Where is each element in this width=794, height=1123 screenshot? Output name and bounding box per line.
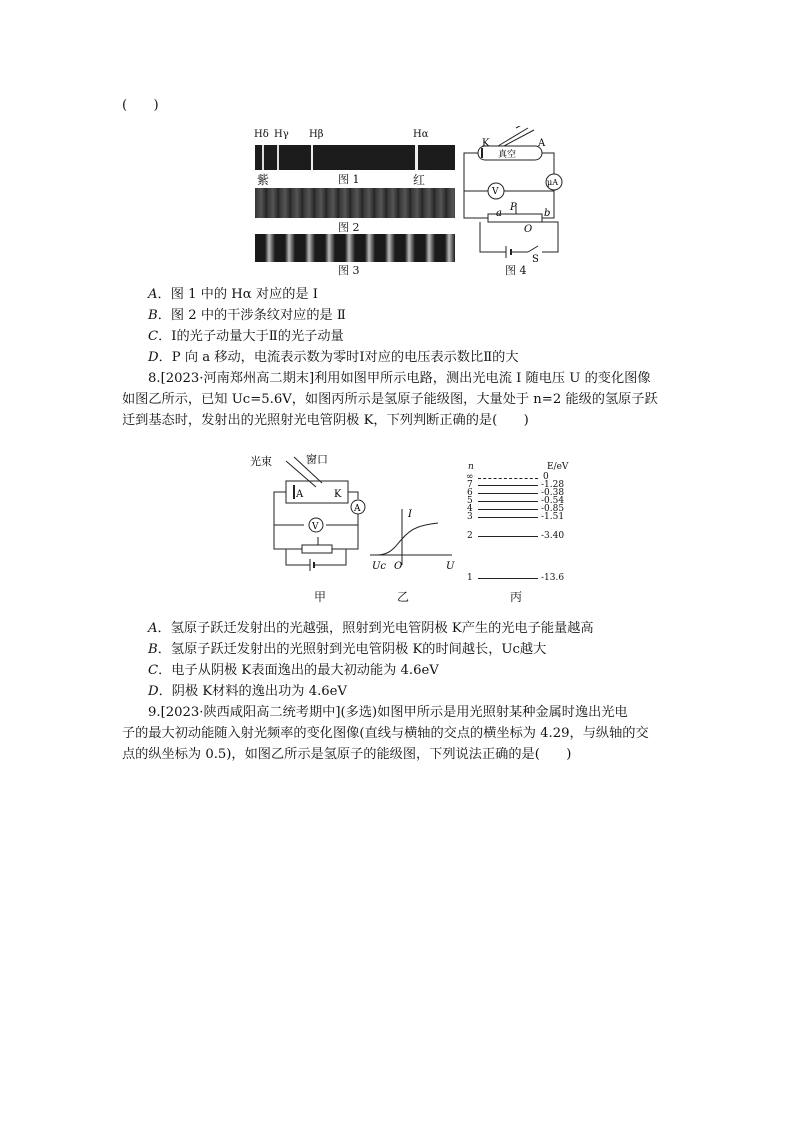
fig4-label-switch: S xyxy=(532,254,539,265)
fig4-label-microammeter: μA xyxy=(547,178,558,187)
level-e-6: -0.38 xyxy=(541,488,565,498)
fig4-label-b-end: b xyxy=(544,208,551,219)
label-h-gamma: Hγ xyxy=(274,129,289,140)
label-origin: O xyxy=(394,561,403,572)
level-e-inf: 0 xyxy=(543,472,549,482)
fig3-caption: 图 3 xyxy=(338,264,360,277)
figure-4-circuit xyxy=(458,126,568,274)
q8-option-a: A．氢原子跃迁发射出的光越强，照射到光电管阴极 K产生的光电子能量越高 xyxy=(148,621,594,636)
label-light-beam: 光束 xyxy=(250,455,272,468)
level-e-4: -0.85 xyxy=(541,504,565,514)
label-axis-i: I xyxy=(408,509,412,520)
fig4-label-a: A xyxy=(538,138,546,149)
label-violet: 紫 xyxy=(257,173,270,187)
label-cathode: K xyxy=(334,489,342,500)
label-red: 红 xyxy=(413,173,426,187)
level-n-5: 5 xyxy=(467,496,473,506)
label-axis-u: U xyxy=(446,561,455,572)
interference-fringes-3 xyxy=(255,234,455,262)
label-h-beta: Hβ xyxy=(309,129,324,140)
label-h-delta: Hδ xyxy=(254,129,269,140)
fig4-label-voltmeter: V xyxy=(492,187,499,197)
q9-stem-line2: 子的最大初动能随入射光频率的变化图像(直线与横轴的交点的横坐标为 4.29，与纵轴的交 xyxy=(122,726,649,741)
caption-bing: 丙 xyxy=(510,590,523,604)
fig4-label-k: K xyxy=(482,138,490,149)
q8-option-b: B．氢原子跃迁发射出的光照射到光电管阴极 K的时间越长，Uc越大 xyxy=(148,642,547,657)
label-voltmeter: V xyxy=(312,522,319,532)
q8-stem-line1: 8.[2023·河南郑州高二期末]利用如图甲所示电路，测出光电流 I 随电压 U 的变化图像 xyxy=(148,371,651,386)
level-n-6: 6 xyxy=(467,488,473,498)
label-ammeter: A xyxy=(354,504,361,514)
q8-stem-line2: 如图乙所示，已知 Uc=5.6V，如图丙所示是氢原子能级图，大量处于 n=2 能级的氢原子跃 xyxy=(122,392,658,407)
q7-option-a: A．图 1 中的 Hα 对应的是 Ⅰ xyxy=(148,287,318,302)
answer-bracket: ( ) xyxy=(122,98,159,113)
fig4-label-vacuum: 真空 xyxy=(498,150,517,160)
caption-yi: 乙 xyxy=(397,590,410,604)
label-n: n xyxy=(468,462,474,472)
fig1-caption: 图 1 xyxy=(338,173,360,186)
fig4-label-o: O xyxy=(524,224,533,235)
fig4-label-p: P xyxy=(510,202,517,213)
q7-option-b: B．图 2 中的干涉条纹对应的是 Ⅱ xyxy=(148,308,346,323)
label-energy-unit: E/eV xyxy=(547,462,569,472)
level-n-7: 7 xyxy=(467,480,473,490)
q8-stem-line3: 迁到基态时，发射出的光照射光电管阴极 K，下列判断正确的是( ) xyxy=(122,413,529,428)
label-uc: Uc xyxy=(372,561,387,572)
q8-option-d: D．阴极 K材料的逸出功为 4.6eV xyxy=(148,684,347,699)
level-e-1: -13.6 xyxy=(541,573,565,583)
interference-fringes-2 xyxy=(255,188,455,218)
spectrum-band xyxy=(255,145,455,170)
level-e-5: -0.54 xyxy=(541,496,565,506)
level-n-2: 2 xyxy=(467,531,473,541)
level-e-3: -1.51 xyxy=(541,512,565,522)
level-n-4: 4 xyxy=(467,504,473,514)
figure-yi-iu-curve xyxy=(366,505,456,575)
q8-option-c: C．电子从阴极 K表面逸出的最大初动能为 4.6eV xyxy=(148,663,439,678)
q7-option-c: C．Ⅰ的光子动量大于Ⅱ的光子动量 xyxy=(148,329,344,344)
label-h-alpha: Hα xyxy=(413,129,429,140)
fig2-caption: 图 2 xyxy=(338,221,360,234)
label-anode: A xyxy=(296,489,304,500)
level-e-7: -1.28 xyxy=(541,480,565,490)
q9-stem-line1: 9.[2023·陕西咸阳高二统考期中](多选)如图甲所示是用光照射某种金属时逸出光电 xyxy=(148,705,628,720)
level-n-inf: ∞ xyxy=(466,472,474,482)
level-n-1: 1 xyxy=(467,573,473,583)
q9-stem-line3: 点的纵坐标为 0.5)，如图乙所示是氢原子的能级图，下列说法正确的是( ) xyxy=(122,747,572,762)
q7-option-d: D．P 向 a 移动，电流表示数为零时Ⅰ对应的电压表示数比Ⅱ的大 xyxy=(148,350,519,365)
figure-jia-circuit xyxy=(246,447,366,577)
fig4-caption: 图 4 xyxy=(505,264,527,277)
level-e-2: -3.40 xyxy=(541,531,565,541)
caption-jia: 甲 xyxy=(314,590,327,604)
fig4-label-a-end: a xyxy=(496,208,502,219)
label-window: 窗口 xyxy=(306,453,328,466)
level-n-3: 3 xyxy=(467,512,473,522)
